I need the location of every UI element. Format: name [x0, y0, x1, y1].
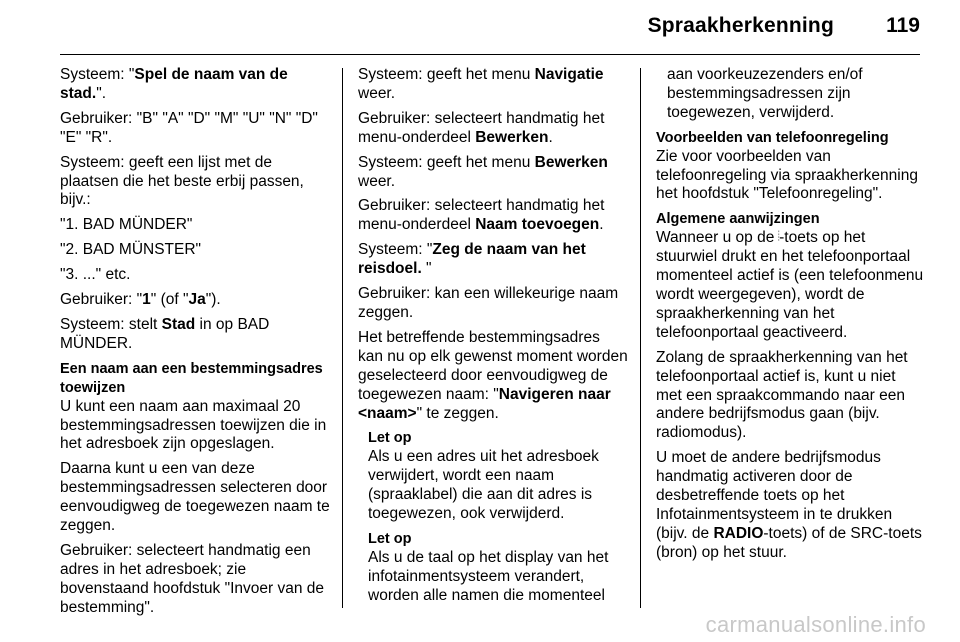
section-heading: Een naam aan een bestemmingsadres toewijzen: [60, 360, 323, 396]
column-1: [60, 66, 332, 624]
paragraph: Het betreffende bestemmingsadres kan nu op elk gewenst moment worden geselecteerd door eenvoudigweg de toegewezen naam: "Navigeren naar <naam>" te zeggen.: [358, 328, 628, 422]
column-divider: [640, 68, 641, 608]
paragraph: Gebruiker: selecteert handmatig het menu-onderdeel Bewerken.: [358, 109, 605, 146]
note-title: Let op: [368, 530, 412, 547]
column-2: [358, 66, 628, 606]
paragraph: Systeem: geeft een lijst met de plaatsen die het beste erbij passen, bijv.:: [60, 153, 304, 209]
paragraph: "3. ..." etc.: [60, 266, 131, 284]
note-text: Als u de taal op het display van het infotainmentsysteem verandert, worden alle namen die momenteel: [368, 548, 609, 604]
column-3: [656, 66, 924, 569]
paragraph: Systeem: "Spel de naam van de stad.".: [60, 66, 288, 102]
paragraph: Gebruiker: kan een willekeurige naam zeggen.: [358, 285, 619, 321]
paragraph: Zie voor voorbeelden van telefoonregeling via spraakherkenning het hoofdstuk "Telefoonregeling".: [656, 147, 918, 203]
paragraph: Wanneer u op de 𝄄-toets op het stuurwiel drukt en het telefoonportaal momenteel actief is (een telefoonmenu wordt weergegeven), wordt de spraakherkenning van het telefoonportaal geactiveerd.: [656, 229, 924, 341]
paragraph: U moet de andere bedrijfsmodus handmatig activeren door de desbetreffende toets op het Infotainmentsysteem in te drukken (bijv. de RADIO-toets) of de SRC-toets (bron) op het stuur.: [656, 449, 922, 561]
page-title: Spraakherkenning: [647, 14, 834, 37]
paragraph: Systeem: stelt Stad in op BAD MÜNDER.: [60, 315, 270, 352]
note-title: Let op: [368, 430, 412, 447]
paragraph: Systeem: geeft het menu Bewerken weer.: [358, 153, 608, 190]
paragraph: Gebruiker: selecteert handmatig een adres in het adresboek; zie bovenstaand hoofdstuk "Invoer van de bestemming".: [60, 541, 325, 616]
paragraph: Zolang de spraakherkenning van het telefoonportaal actief is, kunt u niet met een spraakcommando naar een andere bedrijfsmodus gaan (bijv. radiomodus).: [656, 348, 908, 442]
section-heading: Voorbeelden van telefoonregeling: [656, 129, 889, 146]
page-number: 119: [886, 14, 920, 37]
paragraph: "2. BAD MÜNSTER": [60, 241, 202, 259]
watermark: carmanualsonline.info: [705, 612, 926, 637]
paragraph: "1. BAD MÜNDER": [60, 216, 193, 234]
note-box: [368, 429, 628, 524]
note-continuation: aan voorkeuzezenders en/of bestemmingsadressen zijn toegewezen, verwijderd.: [667, 66, 863, 121]
section-heading: Algemene aanwijzingen: [656, 211, 820, 228]
note-box: [368, 530, 628, 606]
paragraph: Gebruiker: selecteert handmatig het menu-onderdeel Naam toevoegen.: [358, 197, 605, 234]
column-divider: [342, 68, 343, 608]
paragraph: Daarna kunt u een van deze bestemmingsadressen selecteren door eenvoudigweg de toegewezen naam te zeggen.: [60, 460, 330, 535]
header-rule: [60, 54, 920, 55]
paragraph: Systeem: "Zeg de naam van het reisdoel. ": [358, 241, 586, 278]
paragraph: U kunt een naam aan maximaal 20 bestemmingsadressen toewijzen die in het adresboek zijn opgeslagen.: [60, 397, 327, 453]
note-text: Als u een adres uit het adresboek verwijdert, wordt een naam (spraaklabel) die aan dit adres is toegewezen, ook verwijderd.: [368, 448, 599, 523]
paragraph: Gebruiker: "1" (of "Ja").: [60, 291, 221, 309]
paragraph: Systeem: geeft het menu Navigatie weer.: [358, 66, 604, 102]
paragraph: Gebruiker: "B" "A" "D" "M" "U" "N" "D" "E" "R".: [60, 109, 318, 146]
